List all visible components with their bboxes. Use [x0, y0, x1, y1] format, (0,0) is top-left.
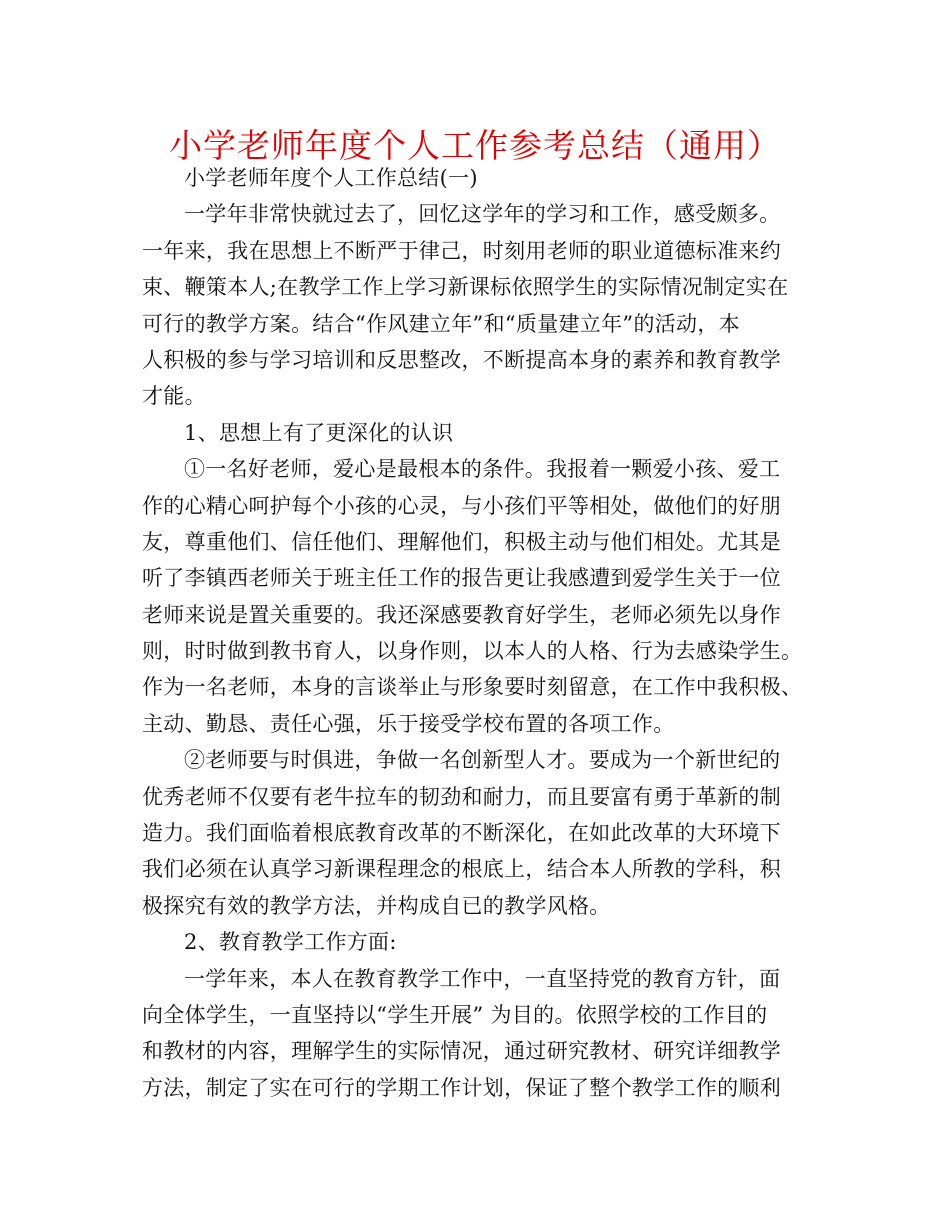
text-line: ①一名好老师，爱心是最根本的条件。我报着一颗爱小孩、爱工: [184, 457, 781, 482]
text-line: 造力。我们面临着根底教育改革的不断深化，在如此改革的大环境下: [142, 821, 781, 846]
text-line: 作的心精心呵护每个小孩的心灵，与小孩们平等相处，做他们的好朋: [142, 493, 781, 518]
text-line: 我们必须在认真学习新课程理念的根底上，结合本人所教的学科，积: [142, 857, 781, 882]
text-line: 才能。: [142, 384, 206, 409]
text-line: 作为一名老师，本身的言谈举止与形象要时刻留意，在工作中我积极、: [142, 675, 803, 700]
text-line: 则，时时做到教书育人，以身作则，以本人的人格、行为去感染学生。: [142, 639, 803, 664]
text-line: 听了李镇西老师关于班主任工作的报告更让我感遭到爱学生关于一位: [142, 566, 781, 591]
text-line: 向全体学生，一直坚持以“学生开展” 为目的。依照学校的工作目的: [142, 1002, 768, 1027]
text-line: 极探究有效的教学方法，并构成自已的教学风格。: [142, 893, 611, 918]
text-line: 一学年来，本人在教育教学工作中，一直坚持党的教育方针，面: [184, 966, 781, 991]
text-line: 友，尊重他们、信任他们、理解他们，积极主动与他们相处。尤其是: [142, 529, 781, 554]
text-line: 束、鞭策本人;在教学工作上学习新课标依照学生的实际情况制定实在: [142, 275, 789, 300]
document-title: 小学老师年度个人工作参考总结（通用）: [169, 126, 781, 165]
text-line: 人积极的参与学习培训和反思整改，不断提高本身的素养和教育教学: [142, 347, 781, 372]
text-line: 方法，制定了实在可行的学期工作计划，保证了整个教学工作的顺利: [142, 1075, 781, 1100]
text-line: 2、教育教学工作方面:: [184, 930, 397, 955]
text-line: 一年来，我在思想上不断严于律己，时刻用老师的职业道德标准来约: [142, 238, 781, 263]
text-line: 主动、勤恳、责任心强，乐于接受学校布置的各项工作。: [142, 711, 675, 736]
document-body: [142, 160, 820, 1106]
text-line: 和教材的内容，理解学生的实际情况，通过研究教材、研究详细教学: [142, 1039, 781, 1064]
text-line: 可行的教学方案。结合“作风建立年”和“质量建立年”的活动，本: [142, 311, 740, 336]
text-line: 1、思想上有了更深化的认识: [184, 420, 454, 445]
text-line: 老师来说是置关重要的。我还深感要教育好学生，老师必须先以身作: [142, 602, 781, 627]
text-line: ②老师要与时俱进，争做一名创新型人才。要成为一个新世纪的: [184, 748, 781, 773]
text-line: 小学老师年度个人工作总结(一): [184, 166, 478, 190]
text-line: 优秀老师不仅要有老牛拉车的韧劲和耐力，而且要富有勇于革新的制: [142, 784, 781, 809]
text-line: 一学年非常快就过去了，回忆这学年的学习和工作，感受颇多。: [184, 202, 781, 227]
